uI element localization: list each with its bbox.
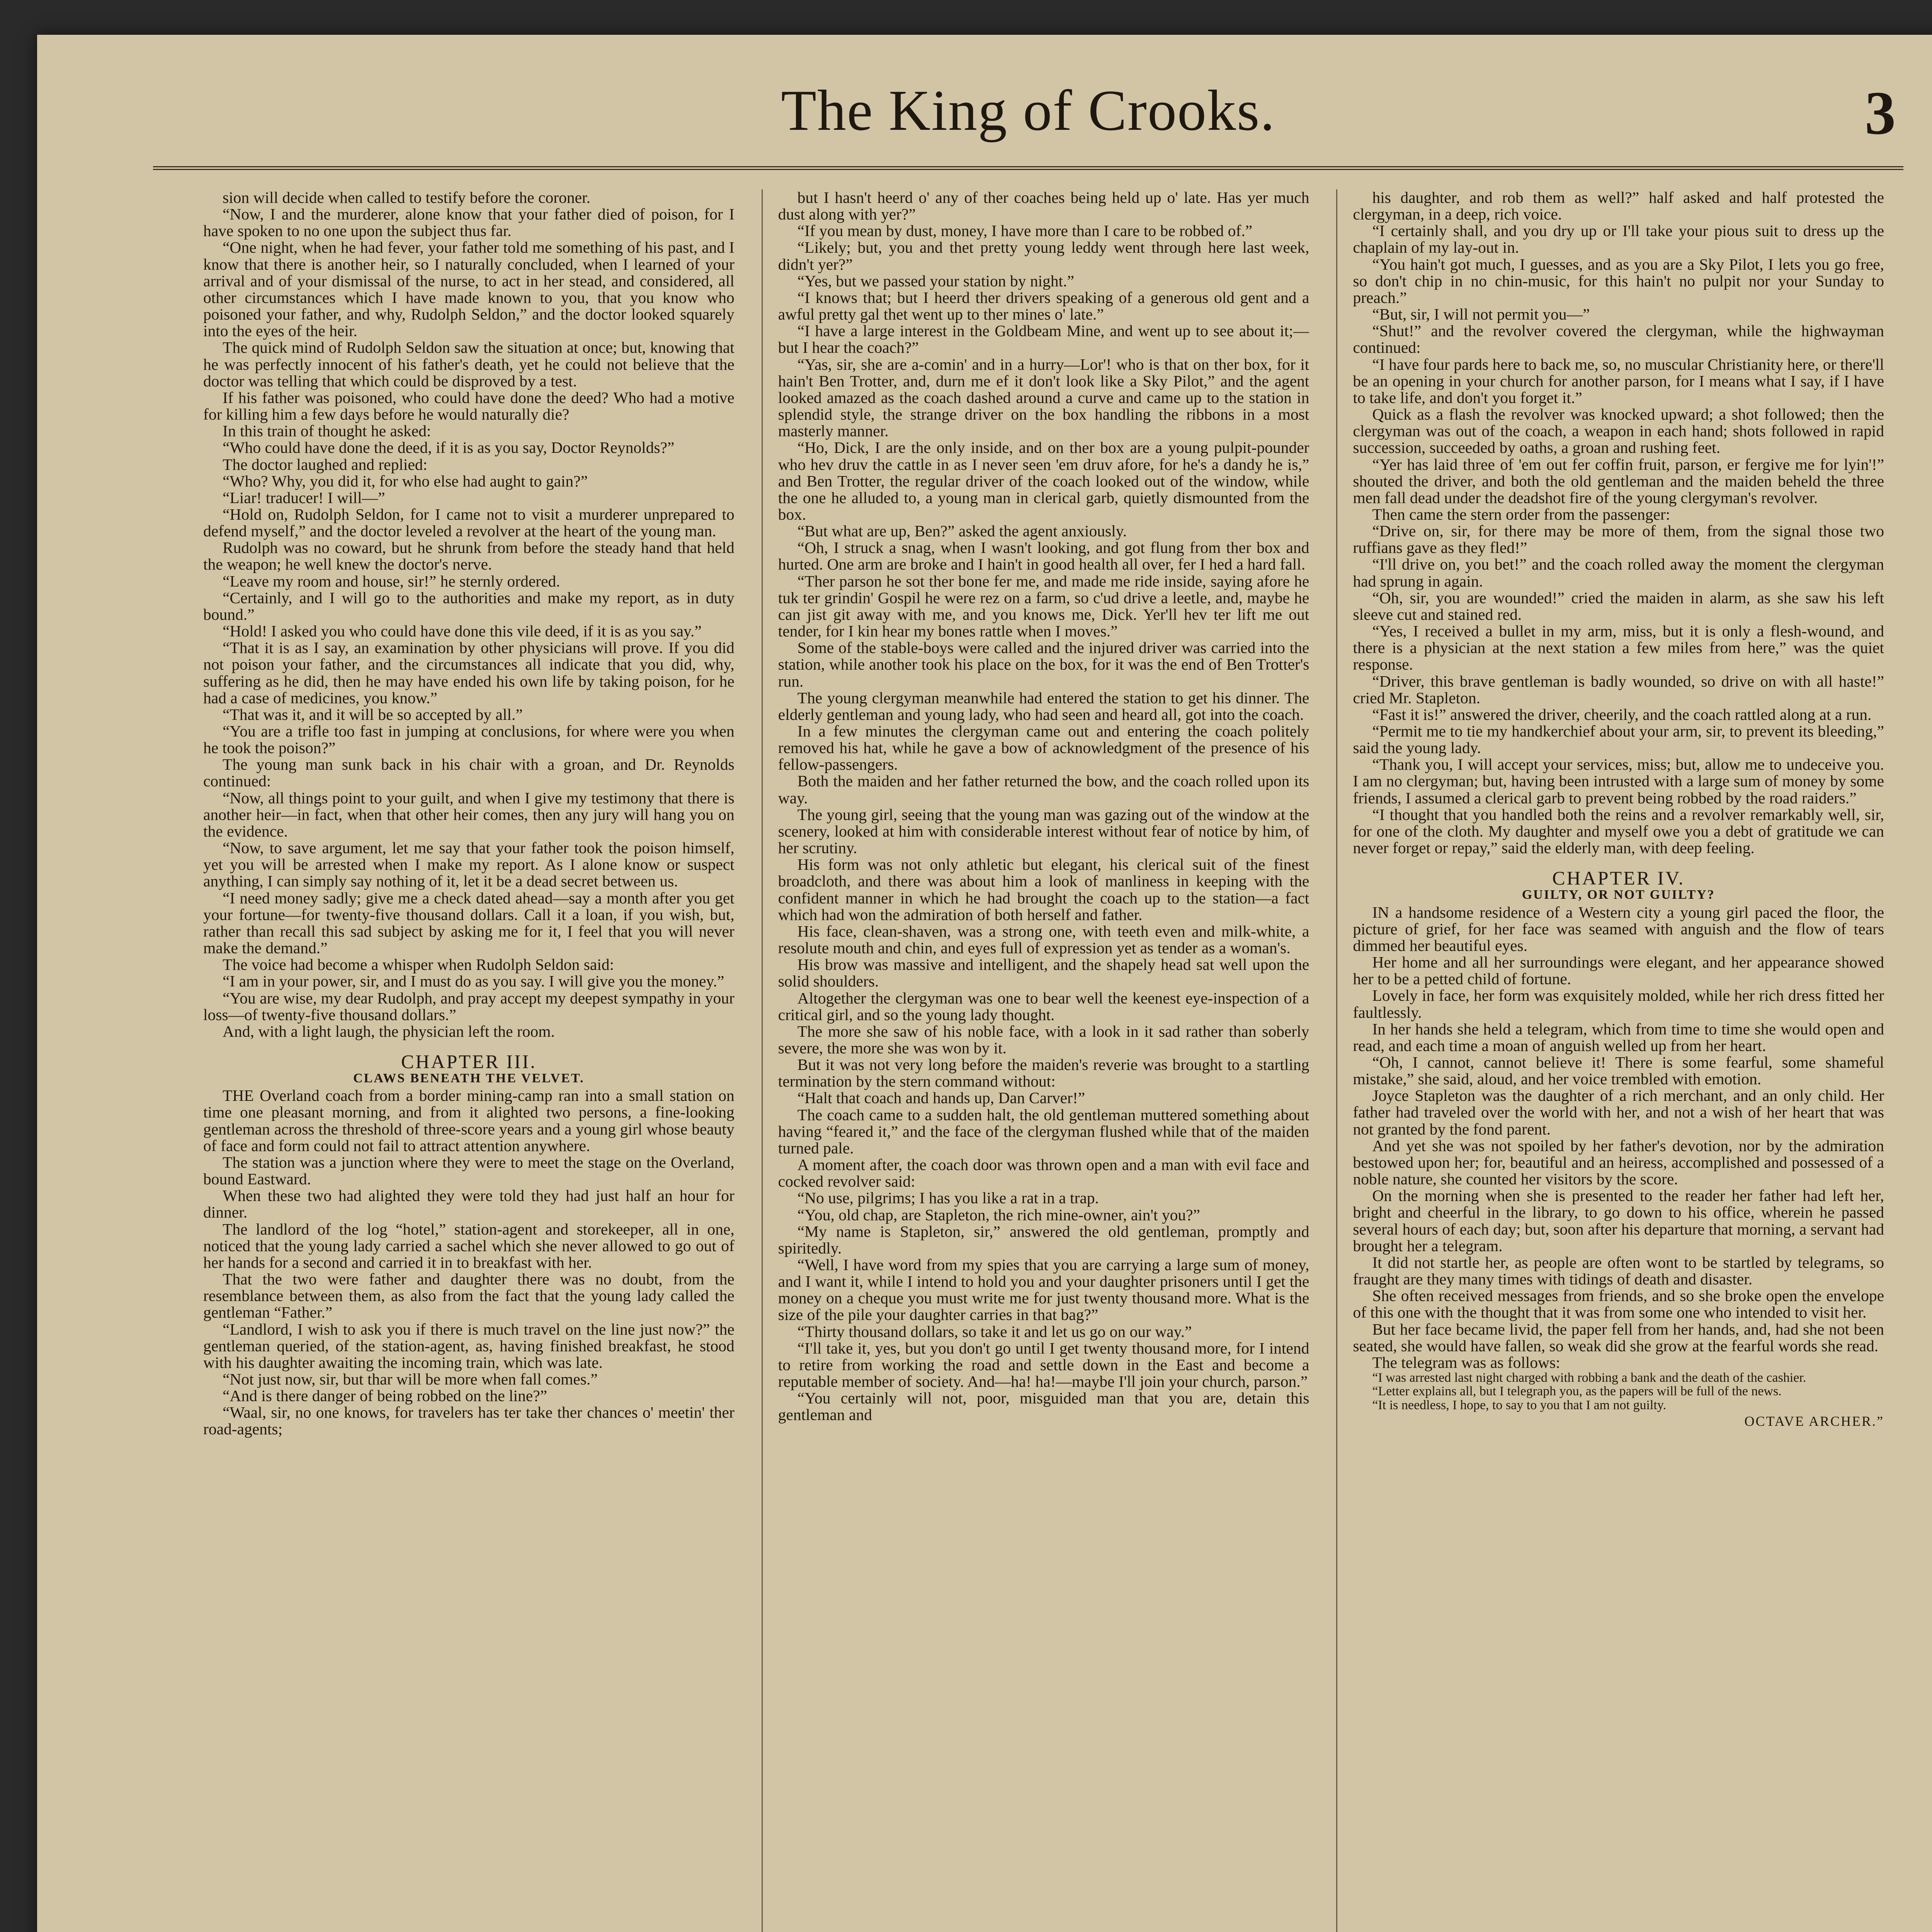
column-3 <box>1336 189 1884 1932</box>
paragraph: “Leave my room and house, sir!” he sternly ordered. <box>223 572 560 590</box>
paragraph: “I have a large interest in the Goldbeam Mine, and went up to see about it;—but I hear the coach?” <box>778 322 1310 357</box>
paragraph: The young girl, seeing that the young man was gazing out of the window at the scenery, looked at him with considerable interest without fear of notice by him, of her scrutiny. <box>778 805 1310 857</box>
chapter-heading <box>1353 868 1884 901</box>
paragraph: “Hold! I asked you who could have done this vile deed, if it is as you say.” <box>223 622 702 640</box>
paragraph: “I'll take it, yes, but you don't go until I get twenty thousand more, for I intend to retire from working the road and settle down in the East and become a reputable member of society. And—ha! ha!—maybe I'll join your church, parson.” <box>778 1339 1310 1391</box>
paragraph: “Not just now, sir, but thar will be more when fall comes.” <box>223 1370 598 1388</box>
paragraph: his daughter, and rob them as well?” half asked and half protested the clergyman, in a deep, rich voice. <box>1353 189 1884 223</box>
telegram-signature: OCTAVE ARCHER.” <box>1744 1413 1884 1429</box>
paragraph: “No use, pilgrims; I has you like a rat in a trap. <box>797 1189 1099 1207</box>
telegram-line: “I was arrested last night charged with robbing a bank and the death of the cashier. <box>1372 1370 1806 1385</box>
paragraph: “Yes, but we passed your station by night.” <box>797 272 1074 290</box>
paragraph: “Drive on, sir, for there may be more of them, from the signal those two ruffians gave as they fled!” <box>1353 522 1884 557</box>
paragraph: The station was a junction where they were to meet the stage on the Overland, bound Eastward. <box>203 1153 735 1188</box>
paragraph: A moment after, the coach door was thrown open and a man with evil face and cocked revolver said: <box>778 1156 1310 1190</box>
paragraph: “Landlord, I wish to ask you if there is much travel on the line just now?” the gentleman queried, of the station-agent, as, having finished breakfast, he stood with his daughter awaiting the incoming train, which was late. <box>203 1320 735 1371</box>
paragraph: When these two had alighted they were told they had just half an hour for dinner. <box>203 1187 735 1221</box>
running-title: The King of Crooks. <box>781 78 1276 143</box>
paragraph: In this train of thought he asked: <box>223 422 431 440</box>
column-2 <box>762 189 1310 1932</box>
paragraph: “Certainly, and I will go to the authorities and make my report, as in duty bound.” <box>203 588 735 623</box>
paragraph: Both the maiden and her father returned the bow, and the coach rolled upon its way. <box>778 772 1310 807</box>
paragraph: The landlord of the log “hotel,” station-agent and storekeeper, all in one, noticed that the young lady carried a sachel which she never allowed to go out of her hands for a second and carried it in to breakfast with her. <box>203 1220 735 1271</box>
paragraph: “But what are up, Ben?” asked the agent anxiously. <box>797 522 1127 540</box>
paragraph: “Waal, sir, no one knows, for travelers has ter take ther chances o' meetin' ther road-agents; <box>203 1403 735 1438</box>
paragraph: “Hold on, Rudolph Seldon, for I came not to visit a murderer unprepared to defend myself,” and the doctor leveled a revolver at the heart of the young man. <box>203 505 735 540</box>
paragraph: THE Overland coach from a border mining-camp ran into a small station on time one pleasant morning, and from it alighted two persons, a fine-looking gentleman across the threshold of three-score years and a young girl whose beauty of face and form could not fail to attract attention anywhere. <box>203 1087 735 1155</box>
paragraph: “Who? Why, you did it, for who else had aught to gain?” <box>223 472 588 490</box>
paragraph: “Permit me to tie my handkerchief about your arm, sir, to prevent its bleeding,” said the young lady. <box>1353 722 1884 757</box>
paragraph: “Thirty thousand dollars, so take it and let us go on our way.” <box>797 1322 1192 1340</box>
chapter-number: CHAPTER III. <box>401 1050 537 1072</box>
paragraph: If his father was poisoned, who could have done the deed? Who had a motive for killing him a few days before he would naturally die? <box>203 388 735 423</box>
paragraph: Altogether the clergyman was one to bear well the keenest eye-inspection of a critical girl, and so the young lady thought. <box>778 989 1310 1024</box>
paragraph: It did not startle her, as people are often wont to be startled by telegrams, so fraught are they many times with tidings of death and disaster. <box>1353 1253 1884 1288</box>
paragraph: And yet she was not spoiled by her father's devotion, nor by the admiration bestowed upon her; for, beautiful and an heiress, accomplished and possessed of a noble nature, she counted her visitors by the score. <box>1353 1136 1884 1188</box>
paragraph: “That was it, and it will be so accepted by all.” <box>223 705 523 723</box>
paragraph: “I have four pards here to back me, so, no muscular Christianity here, or there'll be an opening in your church for another parson, for I means what I say, if I have to take life, and don't you forget it.” <box>1353 355 1884 406</box>
paragraph: The coach came to a sudden halt, the old gentleman muttered something about having “feared it,” and the face of the clergyman flushed while that of the maiden turned pale. <box>778 1105 1310 1157</box>
paragraph: The more she saw of his noble face, with a look in it sad rather than soberly severe, the more she was won by it. <box>778 1022 1310 1057</box>
paragraph: In a few minutes the clergyman came out and entering the coach politely removed his hat, while he gave a bow of acknowledgment of the presence of his fellow-passengers. <box>778 722 1310 774</box>
chapter-number: CHAPTER IV. <box>1552 867 1685 889</box>
telegram-line: “Letter explains all, but I telegraph you, as the papers will be full of the news. <box>1372 1384 1782 1399</box>
paragraph: “Yes, I received a bullet in my arm, miss, but it is only a flesh-wound, and there is a physician at the next station a few miles from here,” was the quiet response. <box>1353 622 1884 673</box>
paragraph: “I am in your power, sir, and I must do as you say. I will give you the money.” <box>223 972 724 990</box>
page-number: 3 <box>1865 78 1896 147</box>
paragraph: “My name is Stapleton, sir,” answered the old gentleman, promptly and spiritedly. <box>778 1222 1310 1257</box>
paragraph: “I'll drive on, you bet!” and the coach rolled away the moment the clergyman had sprung in again. <box>1353 555 1884 590</box>
column-1 <box>203 189 735 1932</box>
paragraph: Rudolph was no coward, but he shrunk from before the steady hand that held the weapon; he well knew the doctor's nerve. <box>203 539 735 573</box>
paragraph: And, with a light laugh, the physician left the room. <box>223 1022 555 1040</box>
paragraph: “Driver, this brave gentleman is badly wounded, so drive on with all haste!” cried Mr. Stapleton. <box>1353 672 1884 707</box>
paragraph: “You are wise, my dear Rudolph, and pray accept my deepest sympathy in your loss—of twenty-five thousand dollars.” <box>203 989 735 1024</box>
paragraph: But her face became livid, the paper fell from her hands, and, had she not been seated, she would have fallen, so weak did she grow at the fearful words she read. <box>1353 1320 1884 1355</box>
paragraph: But it was not very long before the maiden's reverie was brought to a startling termination by the stern command without: <box>778 1056 1310 1090</box>
paragraph: She often received messages from friends, and so she broke open the envelope of this one with the thought that it was from some one who intended to visit her. <box>1353 1287 1884 1321</box>
paragraph: In her hands she held a telegram, which from time to time she would open and read, and each time a moan of anguish welled up from her heart. <box>1353 1020 1884 1054</box>
paragraph: His face, clean-shaven, was a strong one, with teeth even and milk-white, a resolute mouth and chin, and eyes full of expression yet as tender as a woman's. <box>778 922 1310 957</box>
paragraph: The voice had become a whisper when Rudolph Seldon said: <box>223 956 614 974</box>
paragraph: “You, old chap, are Stapleton, the rich mine-owner, ain't you?” <box>797 1206 1200 1224</box>
paragraph: IN a handsome residence of a Western city a young girl paced the floor, the picture of grief, for her face was seamed with anguish and the flow of tears dimmed her beautiful eyes. <box>1353 903 1884 954</box>
paragraph: The young man sunk back in his chair with a groan, and Dr. Reynolds continued: <box>203 755 735 790</box>
paragraph: “Oh, I struck a snag, when I wasn't looking, and got flung from ther box and hurted. One arm are broke and I hain't in good health all over, fer I hed a hard fall. <box>778 539 1310 573</box>
paragraph: “Liar! traducer! I will—” <box>223 488 385 507</box>
paragraph: “Thank you, I will accept your services, miss; but, allow me to undeceive you. I am no clergyman; but, having been intrusted with a large sum of money by some friends, I assumed a clerical garb to prevent being robbed by the road raiders.” <box>1353 755 1884 807</box>
paragraph: Joyce Stapleton was the daughter of a rich merchant, and an only child. Her father had traveled over the world with her, and not a wish of her heart that was not granted by the fond parent. <box>1353 1087 1884 1138</box>
paragraph: sion will decide when called to testify before the coroner. <box>223 189 590 206</box>
text-columns <box>203 189 1884 1932</box>
paragraph: That the two were father and daughter there was no doubt, from the resemblance between them, as also from the fact that the young lady called the gentleman “Father.” <box>203 1270 735 1321</box>
paragraph: “Who could have done the deed, if it is as you say, Doctor Reynolds?” <box>223 439 675 457</box>
paragraph: Her home and all her surroundings were elegant, and her appearance showed her to be a petted child of fortune. <box>1353 953 1884 988</box>
paragraph: “And is there danger of being robbed on the line?” <box>223 1387 548 1405</box>
telegram-line: “It is needless, I hope, to say to you that I am not guilty. <box>1372 1398 1667 1412</box>
page-header <box>153 66 1903 170</box>
paragraph: The doctor laughed and replied: <box>223 455 428 473</box>
paragraph: Then came the stern order from the passenger: <box>1372 505 1670 523</box>
paragraph: “Now, all things point to your guilt, and when I give my testimony that there is another heir—in fact, when that other heir comes, then any jury will hang you on the evidence. <box>203 789 735 840</box>
paragraph: Quick as a flash the revolver was knocked upward; a shot followed; then the clergyman was out of the coach, a weapon in each hand; shots followed in rapid succession, succeeded by oaths, a groan and rushing feet. <box>1353 405 1884 457</box>
paragraph: “Yer has laid three of 'em out fer coffin fruit, parson, er fergive me for lyin'!” shouted the driver, and both the old gentleman and the maiden beheld the three men fall dead under the deadshot fire of the young clergyman's revolver. <box>1353 455 1884 507</box>
newspaper-page <box>37 35 1932 1932</box>
paragraph: “Well, I have word from my spies that you are carrying a large sum of money, and I want it, while I intend to hold you and your daughter prisoners until I get the money on a cheque you must write me for just twenty thousand more. What is the size of the pile your daughter carries in that bag?” <box>778 1256 1310 1324</box>
paragraph: His brow was massive and intelligent, and the shapely head sat well upon the solid shoulders. <box>778 956 1310 990</box>
paragraph: “Yas, sir, she are a-comin' and in a hurry—Lor'! who is that on ther box, for it hain't Ben Trotter, and, durn me ef it don't look like a Sky Pilot,” and the agent looked amazed as the coach dashed around a curve and came up to the station in splendid style, the strange driver on the box handling the ribbons in a most masterly manner. <box>778 355 1310 440</box>
paragraph: “Oh, sir, you are wounded!” cried the maiden in alarm, as she saw his left sleeve cut and stained red. <box>1353 588 1884 623</box>
paragraph: “Oh, I cannot, cannot believe it! There is some fearful, some shameful mistake,” she said, aloud, and her voice trembled with emotion. <box>1353 1053 1884 1088</box>
paragraph: but I hasn't heerd o' any of ther coaches being held up o' late. Has yer much dust along with yer?” <box>778 189 1310 223</box>
chapter-title: CLAWS BENEATH THE VELVET. <box>353 1071 585 1085</box>
chapter-heading <box>203 1051 735 1085</box>
chapter-title: GUILTY, OR NOT GUILTY? <box>1522 888 1715 902</box>
paragraph: “Shut!” and the revolver covered the clergyman, while the highwayman continued: <box>1353 322 1884 357</box>
paragraph: “But, sir, I will not permit you—” <box>1372 305 1590 323</box>
paragraph: “I thought that you handled both the reins and a revolver remarkably well, sir, for one of the cloth. My daughter and myself owe you a debt of gratitude we can never forget or repay,” said the elderly man, with deep feeling. <box>1353 805 1884 857</box>
paragraph: “Halt that coach and hands up, Dan Carver!” <box>797 1089 1085 1107</box>
paragraph: The telegram was as follows: <box>1372 1353 1560 1371</box>
paragraph: “You certainly will not, poor, misguided man that you are, detain this gentleman and <box>778 1389 1310 1424</box>
paragraph: “I knows that; but I heerd ther drivers speaking of a generous old gent and a awful pretty gal thet went up to ther mines o' late.” <box>778 288 1310 323</box>
paragraph: Some of the stable-boys were called and the injured driver was carried into the station, while another took his place on the box, for it was the end of Ben Trotter's run. <box>778 639 1310 690</box>
paragraph: “One night, when he had fever, your father told me something of his past, and I know that there is another heir, so I naturally concluded, when I learned of your arrival and of your dismissal of the nurse, to act in her stead, and considered, all other circumstances which I have made known to you, that you know who poisoned your father, and why, Rudolph Seldon,” and the doctor looked squarely into the eyes of the heir. <box>203 238 735 340</box>
paragraph: On the morning when she is presented to the reader her father had left her, bright and cheerful in the library, to go down to his office, wherein he passed several hours of each day; but, soon after his departure that morning, a servant had brought her a telegram. <box>1353 1187 1884 1255</box>
paragraph: “Now, I and the murderer, alone know that your father died of poison, for I have spoken to no one upon the subject thus far. <box>203 205 735 240</box>
paragraph: “If you mean by dust, money, I have more than I care to be robbed of.” <box>797 222 1252 240</box>
paragraph: “I certainly shall, and you dry up or I'll take your pious suit to dress up the chaplain of my lay-out in. <box>1353 222 1884 257</box>
paragraph: The young clergyman meanwhile had entered the station to get his dinner. The elderly gentleman and young lady, who had seen and heard all, got into the coach. <box>778 689 1310 723</box>
paragraph: “I need money sadly; give me a check dated ahead—say a month after you get your fortune—for twenty-five thousand dollars. Call it a loan, if you wish, but, rather than recall this sad subject by asking me for it, I feel that you will never make the demand.” <box>203 889 735 957</box>
paragraph: “Ther parson he sot ther bone fer me, and made me ride inside, saying afore he tuk ter grindin' Gospil he were rez on a farm, so c'ud drive a leetle, and, maybe he can jist git away with me, and you knows me, Dick. Yer'll hev ter lift me out tender, for I kin hear my bones rattle when I moves.” <box>778 572 1310 640</box>
paragraph: “That it is as I say, an examination by other physicians will prove. If you did not poison your father, and the circumstances all indicate that you did, why, suffering as he did, then he may have ended his own life by taking poison, for he had a case of medicines, you know.” <box>203 639 735 707</box>
paragraph: “You hain't got much, I guesses, and as you are a Sky Pilot, I lets you go free, so don't chip in no chin-music, for this hain't no pulpit nor your Sunday to preach.” <box>1353 255 1884 306</box>
paragraph: Lovely in face, her form was exquisitely molded, while her rich dress fitted her faultlessly. <box>1353 986 1884 1021</box>
paragraph: His form was not only athletic but elegant, his clerical suit of the finest broadcloth, and there was about him a look of manliness in keeping with the confident manner in which he had brought the coach up to the station—a fact which had won the admiration of both herself and father. <box>778 855 1310 923</box>
paragraph: “You are a trifle too fast in jumping at conclusions, for where were you when he took the poison?” <box>203 722 735 757</box>
paragraph: “Now, to save argument, let me say that your father took the poison himself, yet you will be arrested when I make my report. As I alone know or suspect anything, I can simply say nothing of it, let it be a dead secret between us. <box>203 839 735 890</box>
paragraph: “Likely; but, you and thet pretty young leddy went through here last week, didn't yer?” <box>778 238 1310 273</box>
paragraph: The quick mind of Rudolph Seldon saw the situation at once; but, knowing that he was perfectly innocent of his father's death, yet he could not believe that the doctor was telling that which could be disproved by a test. <box>203 338 735 390</box>
paragraph: “Fast it is!” answered the driver, cheerily, and the coach rattled along at a run. <box>1372 705 1872 723</box>
paragraph: “Ho, Dick, I are the only inside, and on ther box are a young pulpit-pounder who hev druv the cattle in as I never seen 'em druv afore, for he's a dandy he is,” and Ben Trotter, the regular driver of the coach looked out of the window, while the one he alluded to, a young man in clerical garb, quietly dismounted from the box. <box>778 439 1310 523</box>
